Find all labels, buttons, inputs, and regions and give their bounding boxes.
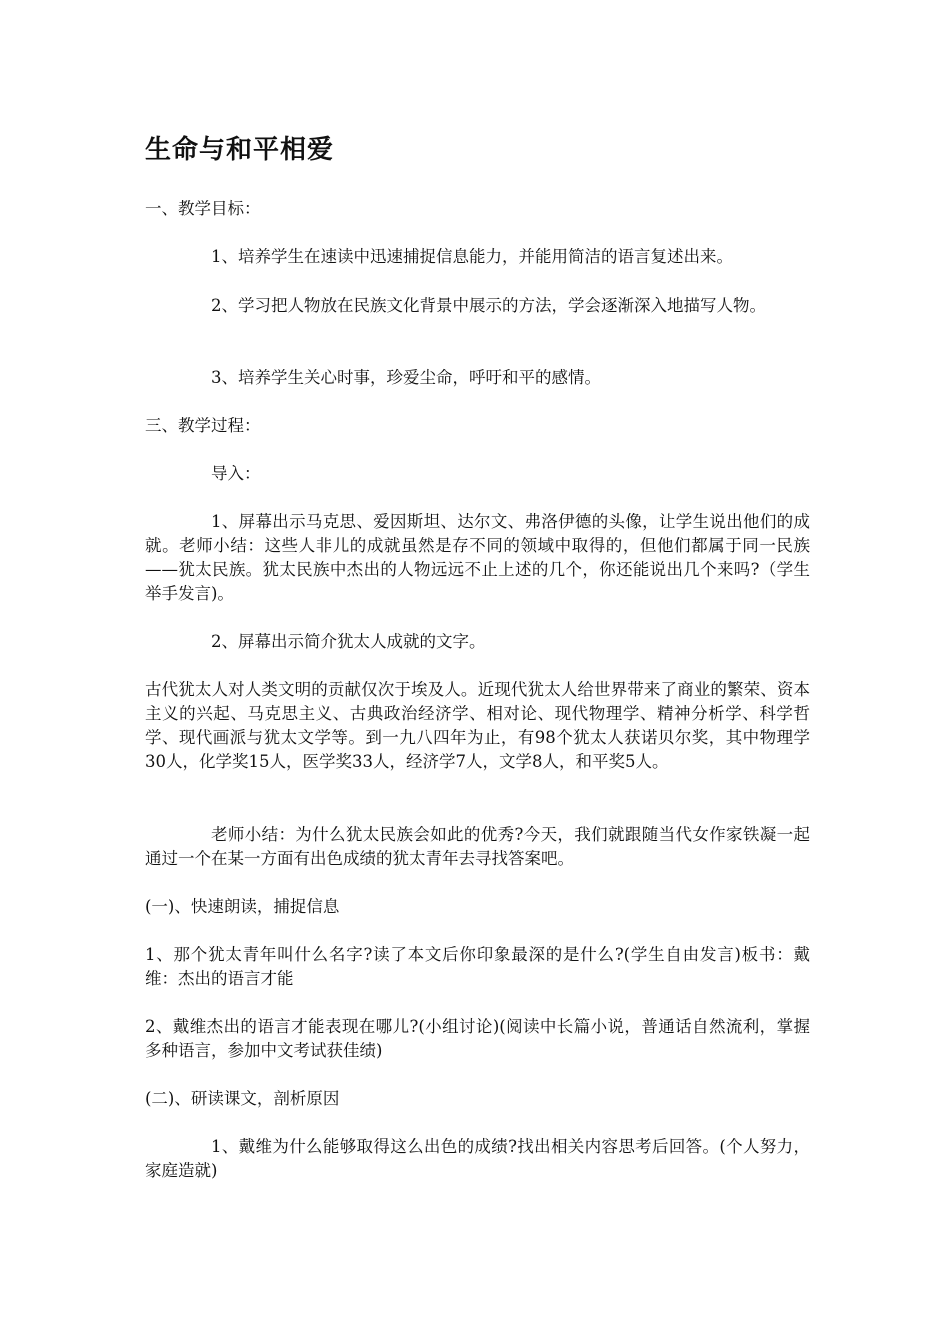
objective-item-3: 3、培养学生关心时事，珍爱尘命，呼吁和平的感情。 — [211, 368, 601, 387]
subsection-heading-2: (二)、研读课文，剖析原因 — [145, 1089, 340, 1108]
document-title: 生命与和平相爱 — [145, 135, 335, 165]
section-heading-process: 三、教学过程： — [145, 416, 261, 435]
section-heading-objectives: 一、教学目标： — [145, 199, 261, 218]
subsection-heading-1: (一)、快速朗读，捕捉信息 — [145, 897, 340, 916]
jewish-achievements-text: 古代犹太人对人类文明的贡献仅次于埃及人。近现代犹太人给世界带来了商业的繁荣、资本主义的兴起、马克思主义、古典政治经济学、相对论、现代物理学、精神分析学、科学哲学、现代画派与犹太文学等。到一九八四年为止，有98个犹太人获诺贝尔奖，其中物理学30人，化学奖15人，医学奖33人，经济学7人，文学8人，和平奖5人。 — [145, 680, 810, 771]
teacher-summary: 老师小结：为什么犹太民族会如此的优秀?今天，我们就跟随当代女作家铁凝一起通过一个在某一方面有出色成绩的犹太青年去寻找答案吧。 — [145, 825, 810, 868]
question-1: 1、那个犹太青年叫什么名字?读了本文后你印象最深的是什么?(学生自由发言)板书：戴维：杰出的语言才能 — [145, 945, 810, 988]
intro-step-2: 2、屏幕出示简介犹太人成就的文字。 — [211, 632, 486, 651]
analysis-question-1: 1、戴维为什么能够取得这么出色的成绩?找出相关内容思考后回答。(个人努力，家庭造就) — [145, 1137, 810, 1180]
intro-label: 导入： — [211, 464, 261, 483]
objective-item-1: 1、培养学生在速读中迅速捕捉信息能力，并能用简洁的语言复述出来。 — [211, 247, 733, 266]
intro-step-1: 1、屏幕出示马克思、爱因斯坦、达尔文、弗洛伊德的头像，让学生说出他们的成就。老师小结：这些人非儿的成就虽然是存不同的领域中取得的，但他们都属于同一民族——犹太民族。犹太民族中杰出的人物远远不止上述的几个，你还能说出几个来吗?（学生举手发言)。 — [145, 512, 810, 603]
objective-item-2: 2、学习把人物放在民族文化背景中展示的方法，学会逐渐深入地描写人物。 — [211, 296, 766, 315]
question-2: 2、戴维杰出的语言才能表现在哪儿?(小组讨论)(阅读中长篇小说，普通话自然流利，掌握多种语言，参加中文考试获佳绩) — [145, 1017, 810, 1060]
